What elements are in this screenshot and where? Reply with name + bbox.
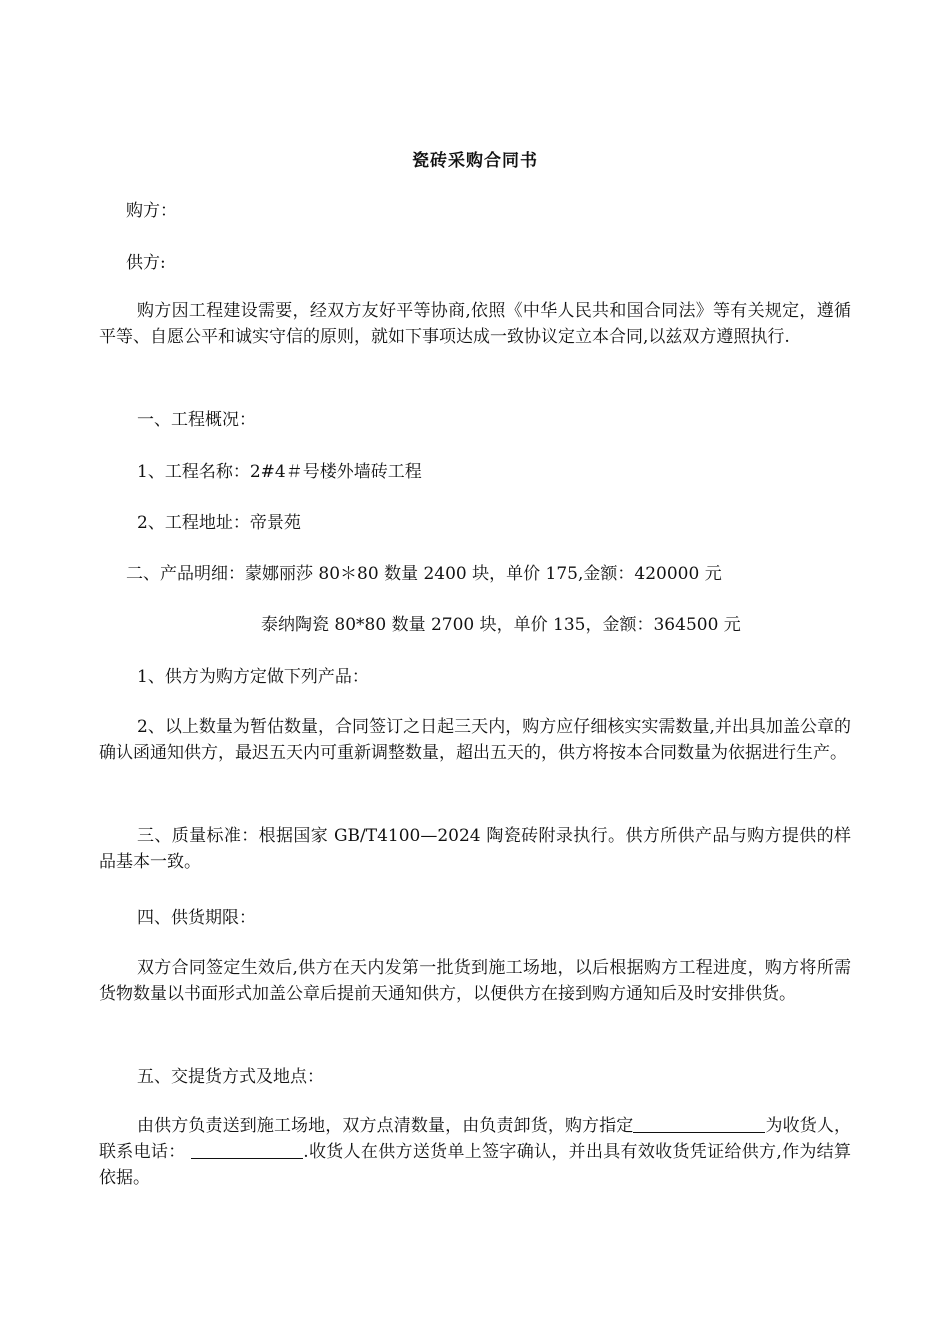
supplier-label: 供方: bbox=[126, 253, 166, 273]
section1-heading: 一、工程概况： bbox=[137, 410, 256, 430]
section5-heading: 五、交提货方式及地点： bbox=[137, 1067, 324, 1087]
delivery-text-part3: .收货人在供方送货单上签字确认，并出具有效收货凭证给供方,作为结算依据。 bbox=[99, 1142, 851, 1188]
intro-paragraph: 购方因工程建设需要，经双方友好平等协商,依照《中华人民共和国合同法》等有关规定，遵循平等、自愿公平和诚实守信的原则，就如下事项达成一致协议定立本合同,以兹双方遵照执行. bbox=[99, 301, 851, 347]
document-title: 瓷砖采购合同书 bbox=[412, 151, 538, 171]
product-item-2: 2、以上数量为暂估数量，合同签订之日起三天内，购方应仔细核实实需数量,并出具加盖公章的确认函通知供方，最迟五天内可重新调整数量，超出五天的，供方将按本合同数量为依据进行生产。 bbox=[99, 717, 851, 763]
product-line-1: 二、产品明细：蒙娜丽莎 80＊80 数量 2400 块，单价 175,金额：420000 元 bbox=[126, 564, 722, 584]
delivery-text-part2: 为收货人，联系电话： bbox=[99, 1116, 852, 1162]
buyer-label: 购方： bbox=[126, 201, 177, 221]
quality-standard: 三、质量标准：根据国家 GB/T4100—2024 陶瓷砖附录执行。供方所供产品与购方提供的样品基本一致。 bbox=[99, 826, 851, 872]
delivery-text-part1: 由供方负责送到施工场地，双方点清数量，由负责卸货，购方指定 bbox=[137, 1116, 634, 1136]
project-address: 2、工程地址：帝景苑 bbox=[137, 513, 301, 533]
section4-heading: 四、供货期限： bbox=[137, 908, 256, 928]
receiver-blank bbox=[633, 1114, 765, 1133]
project-name: 1、工程名称：2#4＃号楼外墙砖工程 bbox=[137, 462, 422, 482]
delivery-method-paragraph bbox=[99, 1113, 851, 1191]
product-line-2: 泰纳陶瓷 80*80 数量 2700 块，单价 135，金额：364500 元 bbox=[261, 615, 741, 635]
phone-blank bbox=[191, 1140, 303, 1159]
delivery-period-paragraph: 双方合同签定生效后,供方在天内发第一批货到施工场地，以后根据购方工程进度，购方将所需货物数量以书面形式加盖公章后提前天通知供方，以便供方在接到购方通知后及时安排供货。 bbox=[99, 958, 851, 1004]
product-item-1: 1、供方为购方定做下列产品： bbox=[137, 667, 369, 687]
